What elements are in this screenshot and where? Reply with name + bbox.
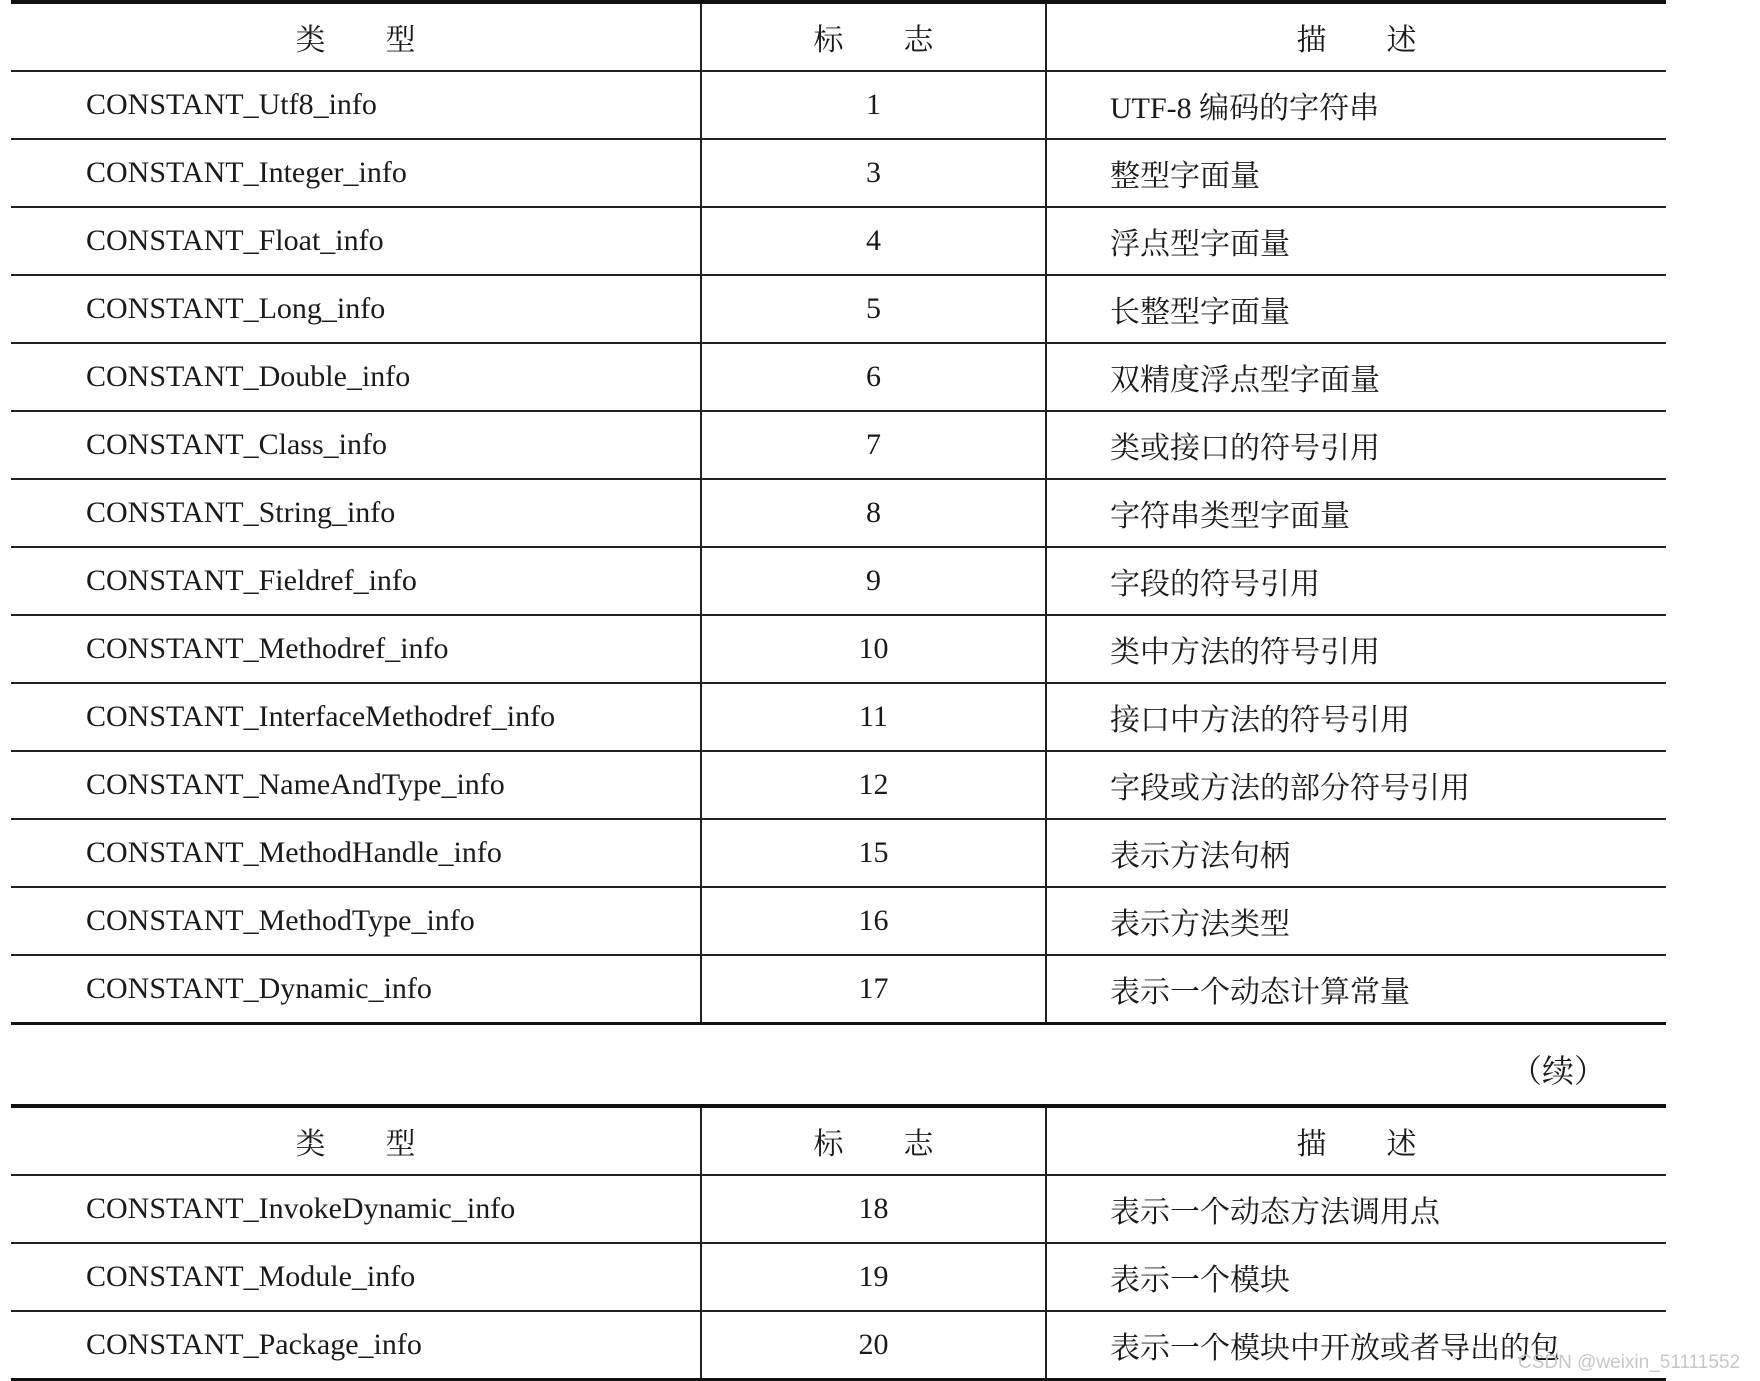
continued-label: （续） <box>1510 1053 1607 1089</box>
header-type: 类 型 <box>11 1106 701 1175</box>
table-row <box>11 683 1666 751</box>
header-tag: 标 志 <box>701 1106 1046 1175</box>
desc-cell: 表示一个模块中开放或者导出的包 <box>1046 1311 1666 1380</box>
type-cell: CONSTANT_Double_info <box>11 343 701 411</box>
desc-cell: 字符串类型字面量 <box>1046 479 1666 547</box>
desc-cell: 表示一个模块 <box>1046 1243 1666 1311</box>
tag-cell: 18 <box>701 1175 1046 1243</box>
table-row <box>11 1243 1666 1311</box>
table-row <box>11 71 1666 139</box>
type-cell: CONSTANT_Dynamic_info <box>11 955 701 1024</box>
table-row <box>11 275 1666 343</box>
desc-cell: 表示一个动态计算常量 <box>1046 955 1666 1024</box>
tag-cell: 15 <box>701 819 1046 887</box>
desc-cell: 浮点型字面量 <box>1046 207 1666 275</box>
header-desc: 描 述 <box>1046 1106 1666 1175</box>
tag-cell: 10 <box>701 615 1046 683</box>
type-cell: CONSTANT_Integer_info <box>11 139 701 207</box>
tag-cell: 17 <box>701 955 1046 1024</box>
tag-cell: 4 <box>701 207 1046 275</box>
table-header-row <box>11 2 1666 71</box>
type-cell: CONSTANT_Utf8_info <box>11 71 701 139</box>
tag-cell: 9 <box>701 547 1046 615</box>
constant-pool-table <box>11 0 1666 1025</box>
tag-cell: 5 <box>701 275 1046 343</box>
desc-cell: 整型字面量 <box>1046 139 1666 207</box>
tag-cell: 16 <box>701 887 1046 955</box>
table-row <box>11 479 1666 547</box>
tag-cell: 7 <box>701 411 1046 479</box>
tag-cell: 6 <box>701 343 1046 411</box>
desc-cell: 双精度浮点型字面量 <box>1046 343 1666 411</box>
table-row <box>11 955 1666 1024</box>
desc-cell: 字段的符号引用 <box>1046 547 1666 615</box>
type-cell: CONSTANT_Package_info <box>11 1311 701 1380</box>
table-row <box>11 547 1666 615</box>
desc-cell: 类或接口的符号引用 <box>1046 411 1666 479</box>
table-row <box>11 1311 1666 1380</box>
tag-cell: 12 <box>701 751 1046 819</box>
table-row <box>11 751 1666 819</box>
tag-cell: 1 <box>701 71 1046 139</box>
header-tag: 标 志 <box>701 2 1046 71</box>
tag-cell: 3 <box>701 139 1046 207</box>
type-cell: CONSTANT_InterfaceMethodref_info <box>11 683 701 751</box>
watermark: CSDN @weixin_51111552 <box>1518 1352 1741 1373</box>
type-cell: CONSTANT_Methodref_info <box>11 615 701 683</box>
desc-cell: 类中方法的符号引用 <box>1046 615 1666 683</box>
table-body <box>11 1175 1666 1380</box>
type-cell: CONSTANT_String_info <box>11 479 701 547</box>
type-cell: CONSTANT_NameAndType_info <box>11 751 701 819</box>
table-row <box>11 887 1666 955</box>
tag-cell: 20 <box>701 1311 1046 1380</box>
constant-pool-table-continued <box>11 1104 1666 1381</box>
table-row <box>11 1175 1666 1243</box>
header-type: 类 型 <box>11 2 701 71</box>
type-cell: CONSTANT_Fieldref_info <box>11 547 701 615</box>
desc-cell: 表示方法类型 <box>1046 887 1666 955</box>
table-body <box>11 71 1666 1024</box>
desc-cell: UTF-8 编码的字符串 <box>1046 71 1666 139</box>
table-row <box>11 819 1666 887</box>
desc-cell: 长整型字面量 <box>1046 275 1666 343</box>
desc-cell: 表示方法句柄 <box>1046 819 1666 887</box>
table-row <box>11 411 1666 479</box>
table-header-row <box>11 1106 1666 1175</box>
type-cell: CONSTANT_InvokeDynamic_info <box>11 1175 701 1243</box>
type-cell: CONSTANT_MethodHandle_info <box>11 819 701 887</box>
table-row <box>11 139 1666 207</box>
header-desc: 描 述 <box>1046 2 1666 71</box>
tag-cell: 19 <box>701 1243 1046 1311</box>
table-row <box>11 615 1666 683</box>
type-cell: CONSTANT_Float_info <box>11 207 701 275</box>
type-cell: CONSTANT_Class_info <box>11 411 701 479</box>
type-cell: CONSTANT_Module_info <box>11 1243 701 1311</box>
table-row <box>11 343 1666 411</box>
desc-cell: 字段或方法的部分符号引用 <box>1046 751 1666 819</box>
tag-cell: 11 <box>701 683 1046 751</box>
type-cell: CONSTANT_Long_info <box>11 275 701 343</box>
desc-cell: 接口中方法的符号引用 <box>1046 683 1666 751</box>
desc-cell: 表示一个动态方法调用点 <box>1046 1175 1666 1243</box>
tag-cell: 8 <box>701 479 1046 547</box>
type-cell: CONSTANT_MethodType_info <box>11 887 701 955</box>
table-row <box>11 207 1666 275</box>
